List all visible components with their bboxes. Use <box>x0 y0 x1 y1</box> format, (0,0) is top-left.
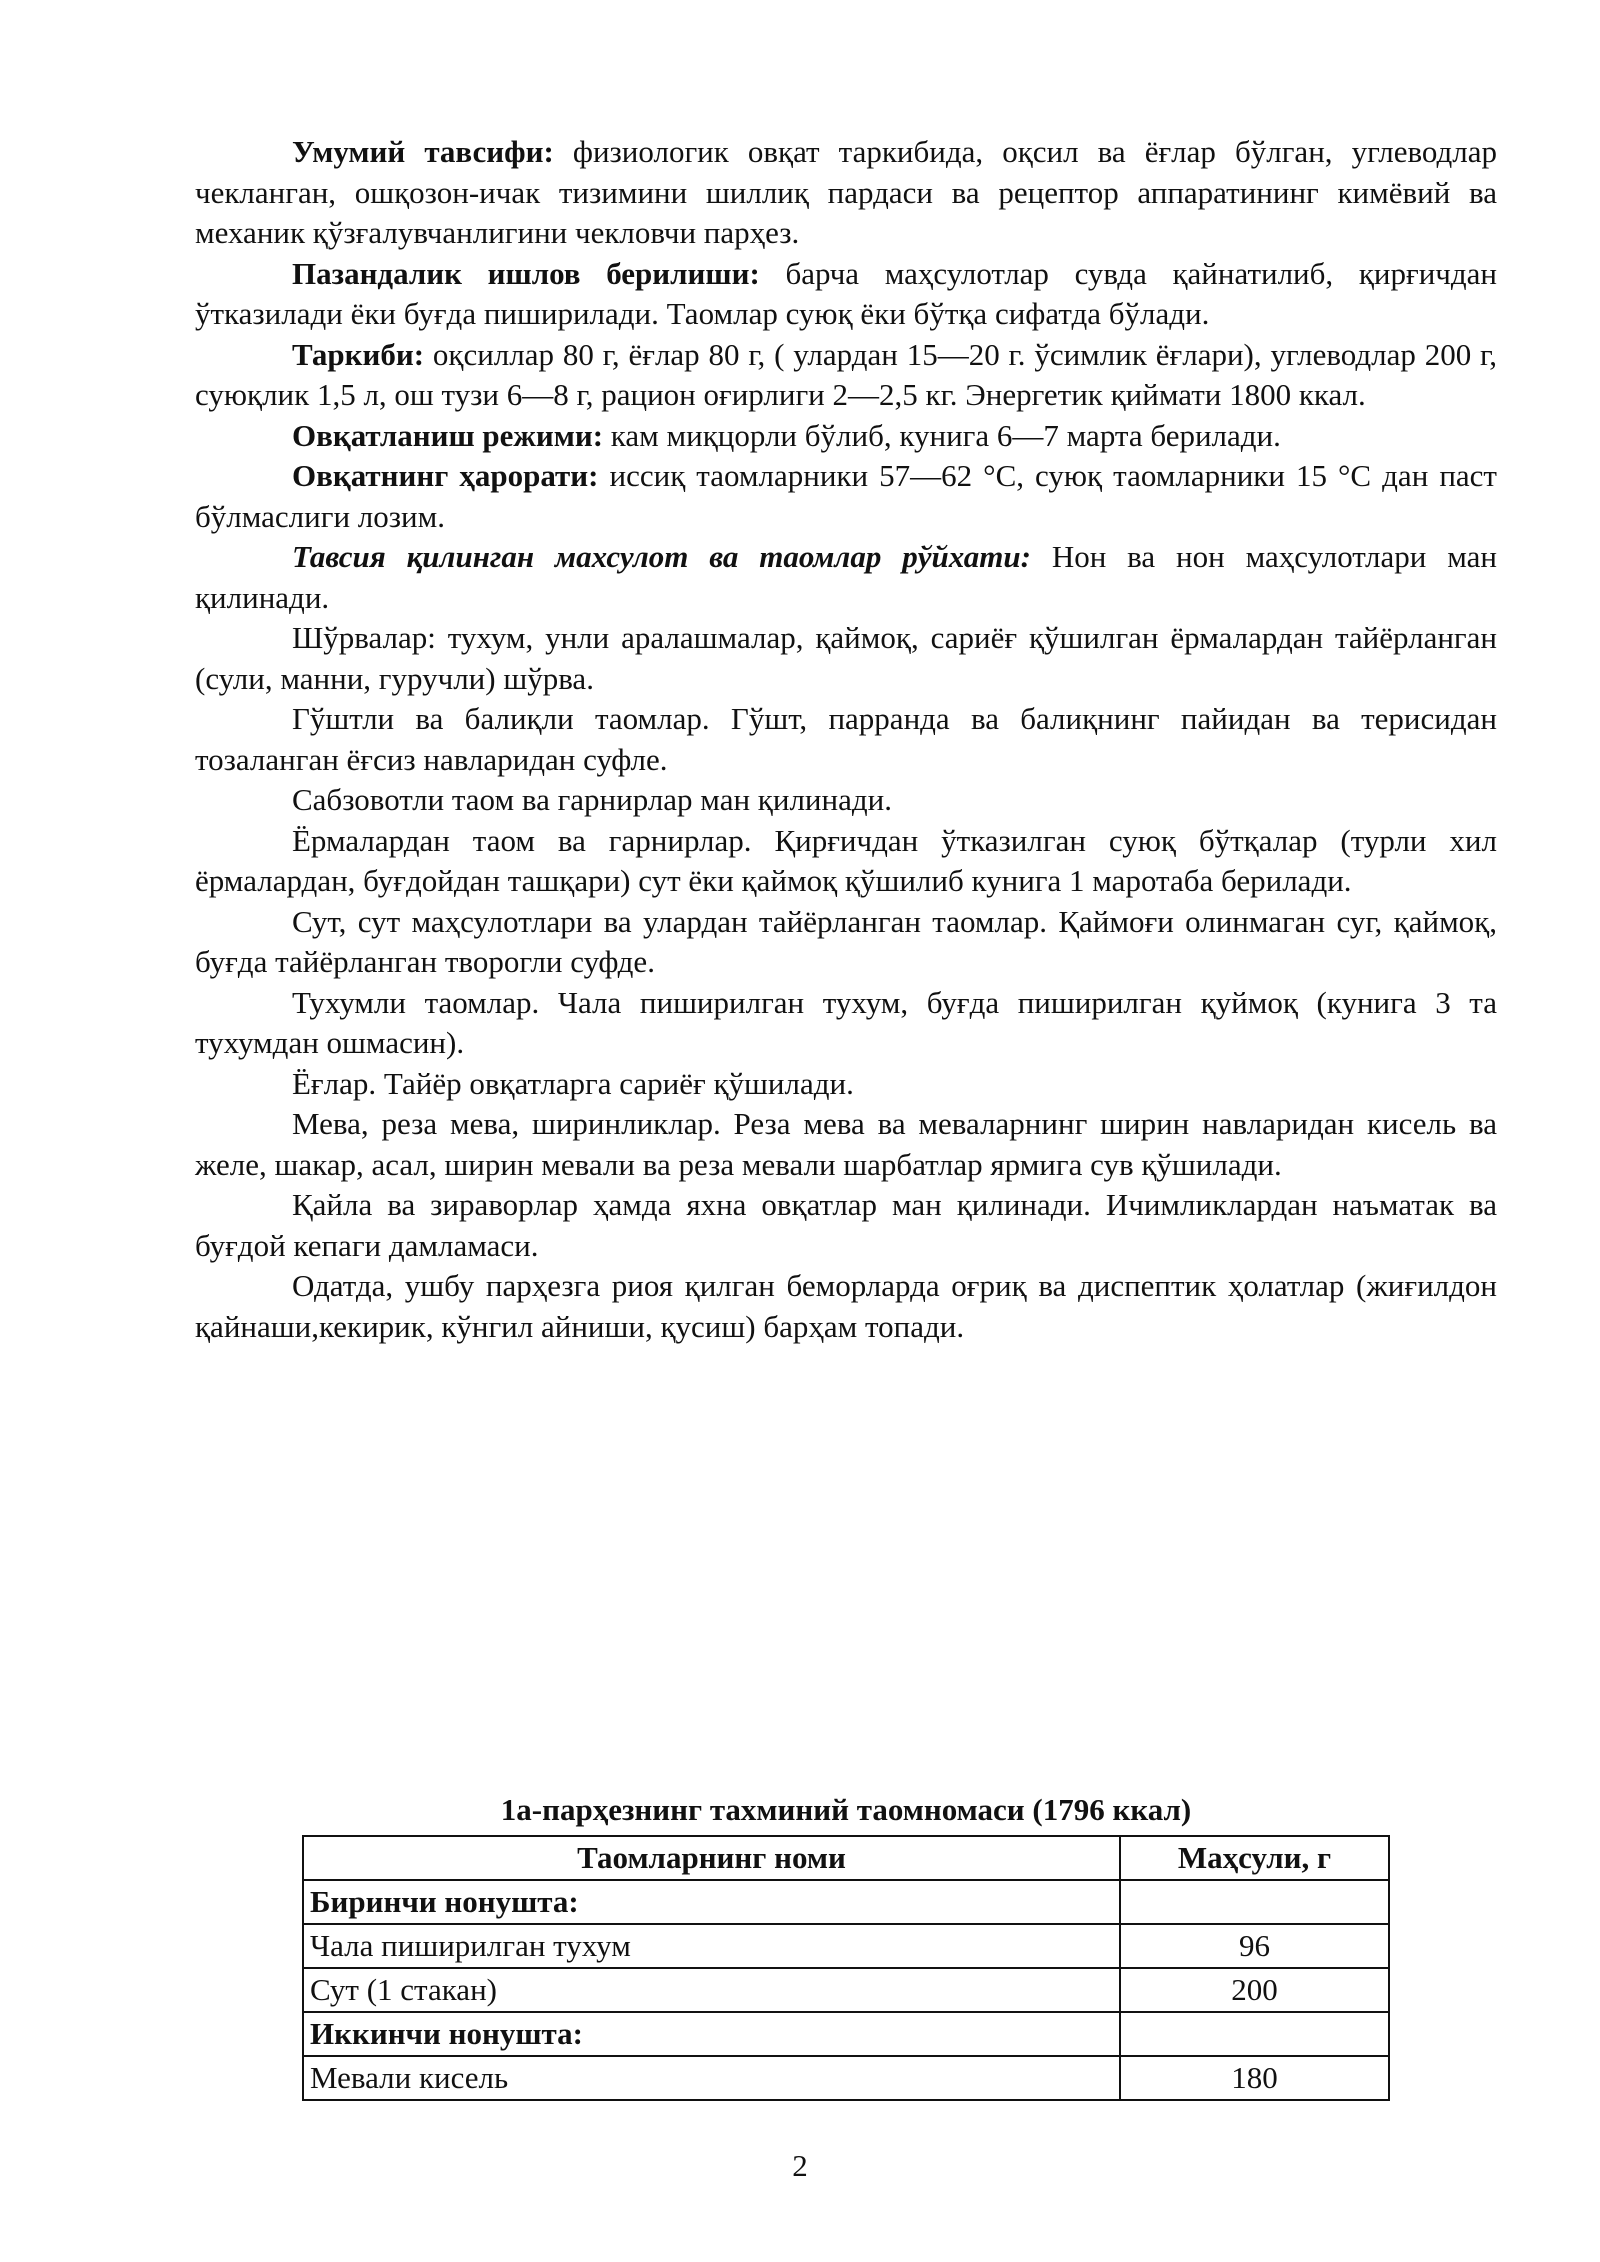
table-title: 1а-парҳезнинг тахминий таомномаси (1796 ккал) <box>500 1792 1192 1827</box>
paragraph-text: барча маҳсулотлар сувда қайнатилиб, қирғичдан ўтказилади ёки буғда пиширилади. Таомлар суюқ ёки бўтқа сифатда бўлади. <box>195 255 1497 331</box>
paragraph-fruits: Мева, реза мева, ширинликлар. Реза мева ва меваларнинг ширин навларидан кисель ва желе, шакар, асал, ширин мевали ва реза мевали шарбатлар ярмига сув қўшилади. <box>195 1106 1497 1182</box>
paragraph-meal-regime <box>195 416 1497 457</box>
table-row <box>303 1880 1389 1924</box>
paragraph-meat-fish: Гўштли ва балиқли таомлар. Гўшт, парранда ва балиқнинг пайидан ва терисидан тозаланган ёғсиз навларидан суфле. <box>195 701 1497 777</box>
paragraph-label: Умумий тавсифи: <box>292 134 554 169</box>
paragraph-outcome: Одатда, ушбу парҳезга риоя қилган беморларда оғриқ ва диспептик ҳолатлар (жиғилдон қайнаши,кекирик, кўнгил айниши, қусиш) барҳам топади. <box>195 1268 1497 1344</box>
paragraph-soups: Шўрвалар: тухум, унли аралашмалар, қаймоқ, сариёғ қўшилган ёрмалардан тайёрланган (сули, манни, гуручли) шўрва. <box>195 620 1497 696</box>
table-row <box>303 1924 1389 1968</box>
paragraph-text: кам миқцорли бўлиб, кунига 6—7 марта берилади. <box>603 417 1281 453</box>
meal-section-heading: Биринчи нонушта: <box>303 1880 1120 1924</box>
menu-table <box>302 1835 1390 2101</box>
column-header-amount: Маҳсули, г <box>1120 1836 1389 1880</box>
paragraph-sauces-drinks: Қайла ва зираворлар ҳамда яхна овқатлар ман қилинади. Ичимликлардан наъматак ва буғдой кепаги дамламаси. <box>195 1187 1497 1263</box>
paragraph-cooking-processing <box>195 254 1497 335</box>
paragraph-text: иссиқ таомларники 57—62 °С, суюқ таомларники 15 °С дан паст бўлмаслиги лозим. <box>195 458 1497 534</box>
paragraph-label: Овқатнинг ҳарорати: <box>292 458 599 493</box>
table-row <box>303 2012 1389 2056</box>
paragraph-general-description <box>195 132 1497 254</box>
dish-name-cell: Чала пиширилган тухум <box>303 1924 1120 1968</box>
amount-cell: 200 <box>1120 1968 1389 2012</box>
paragraph-composition <box>195 335 1497 416</box>
paragraph-label: Таркиби: <box>292 336 425 372</box>
paragraph-food-temperature <box>195 456 1497 537</box>
table-row <box>303 1968 1389 2012</box>
paragraph-dairy: Сут, сут маҳсулотлари ва улардан тайёрланган таомлар. Қаймоғи олинмаган суг, қаймоқ, буғда тайёрланган творогли суфде. <box>195 903 1497 979</box>
paragraph-vegetables: Сабзовотли таом ва гарнирлар ман қилинади. <box>292 782 892 817</box>
paragraph-text: физиологик овқат таркибида, оқсил ва ёғлар бўлган, углеводлар чекланган, ошқозон-ичак тизимини шиллиқ пардаси ва рецептор аппаратининг кимёвий ва механик қўзғалувчанлигини чекловчи парҳез. <box>195 134 1498 250</box>
table-row <box>303 2056 1389 2100</box>
page-number: 2 <box>792 2148 808 2183</box>
amount-cell <box>1120 2012 1389 2056</box>
paragraph-label: Овқатланиш режими: <box>292 417 604 453</box>
paragraph-fats: Ёғлар. Тайёр овқатларга сариёғ қўшилади. <box>292 1065 854 1101</box>
table-header-row <box>303 1836 1389 1880</box>
body-text <box>195 132 1497 1347</box>
paragraph-eggs: Тухумли таомлар. Чала пиширилган тухум, буғда пиширилган қуймоқ (кунига 3 та тухумдан ошмасин). <box>195 984 1497 1060</box>
meal-section-heading: Иккинчи нонушта: <box>303 2012 1120 2056</box>
dish-name-cell: Мевали кисель <box>303 2056 1120 2100</box>
paragraph-label: Тавсия қилинган махсулот ва таомлар рўйхати: <box>292 539 1031 574</box>
amount-cell: 180 <box>1120 2056 1389 2100</box>
column-header-dish-name: Таомларнинг номи <box>303 1836 1120 1880</box>
paragraph-recommended-list <box>195 537 1497 618</box>
amount-cell <box>1120 1880 1389 1924</box>
paragraph-cereals: Ёрмалардан таом ва гарнирлар. Қирғичдан ўтказилган суюқ бўтқалар (турли хил ёрмалардан, буғдойдан ташқари) сут ёки қаймоқ қўшилиб кунига 1 маротаба берилади. <box>195 822 1497 898</box>
paragraph-label: Пазандалик ишлов берилиши: <box>292 255 760 291</box>
paragraph-text: Нон ва нон маҳсулотлари ман қилинади. <box>195 539 1497 615</box>
dish-name-cell: Сут (1 стакан) <box>303 1968 1120 2012</box>
amount-cell: 96 <box>1120 1924 1389 1968</box>
paragraph-text: оқсиллар 80 г, ёғлар 80 г, ( улардан 15—20 г. ўсимлик ёғлари), углеводлар 200 г, суюқлик 1,5 л, ош тузи 6—8 г, рацион оғирлиги 2—2,5 кг. Энергетик қиймати 1800 ккал. <box>195 336 1497 412</box>
